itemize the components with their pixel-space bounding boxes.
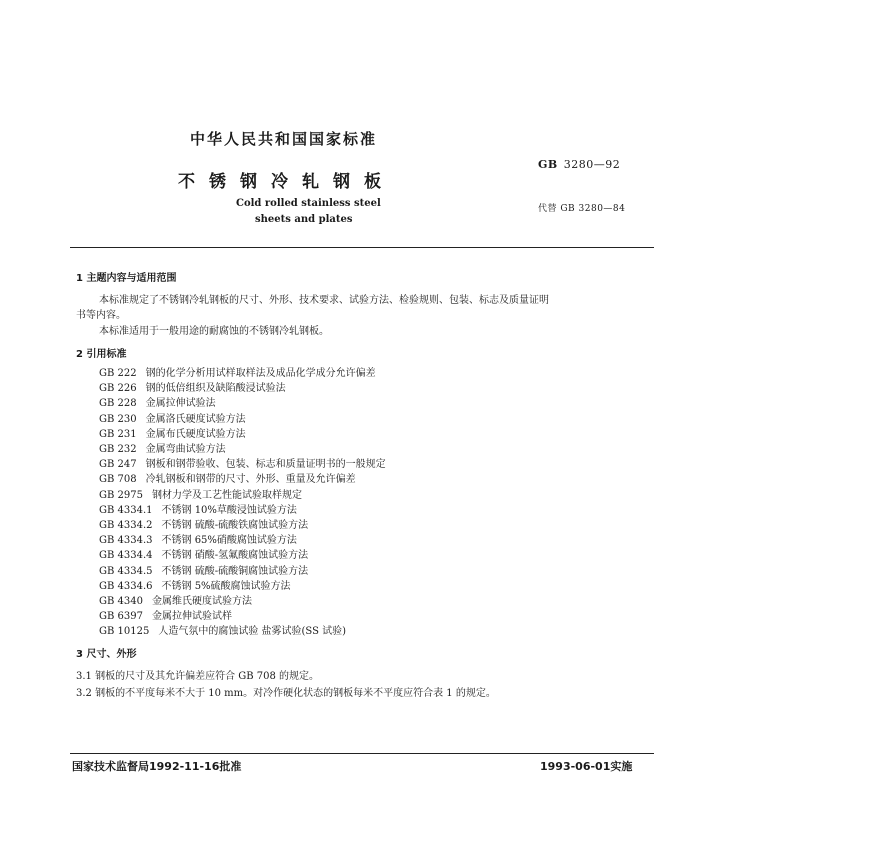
- reference-code: GB 230: [99, 413, 137, 425]
- reference-code: GB 4334.3: [99, 535, 153, 547]
- reference-title: 钢板和钢带验收、包装、标志和质量证明书的一般规定: [145, 459, 386, 471]
- reference-code: GB 708: [99, 474, 137, 486]
- reference-item: [99, 442, 386, 457]
- clause-3-1: 3.1 钢板的尺寸及其允许偏差应符合 GB 708 的规定。: [76, 671, 320, 682]
- reference-title: 不锈钢 5%硫酸腐蚀试验方法: [161, 580, 291, 592]
- reference-title: 金属洛氏硬度试验方法: [145, 413, 246, 425]
- section-1-para1-line2: 书等内容。: [76, 310, 126, 321]
- standard-code-number: 3280—92: [563, 158, 621, 171]
- reference-item: [99, 564, 386, 579]
- reference-code: GB 231: [99, 428, 137, 440]
- reference-item: [99, 381, 386, 396]
- reference-title: 钢的化学分析用试样取样法及成品化学成分允许偏差: [145, 368, 376, 379]
- reference-code: GB 4334.5: [99, 565, 153, 577]
- reference-code: GB 2975: [99, 489, 143, 501]
- reference-title: 不锈钢 硫酸-硫酸铜腐蚀试验方法: [161, 565, 309, 577]
- reference-code: GB 4334.1: [99, 504, 153, 516]
- section-3-heading: 3 尺寸、外形: [76, 649, 137, 660]
- reference-title: 钢材力学及工艺性能试验取样规定: [151, 489, 302, 501]
- reference-item: [99, 503, 386, 518]
- reference-code: GB 4340: [99, 596, 143, 608]
- reference-code: GB 228: [99, 398, 137, 410]
- reference-item: [99, 427, 386, 442]
- reference-item: [99, 548, 386, 563]
- reference-code: GB 232: [99, 444, 137, 456]
- reference-title: 钢的低倍组织及缺陷酸浸试验法: [145, 383, 286, 395]
- standard-code: [538, 158, 620, 171]
- reference-item: [99, 412, 386, 427]
- clause-3-2: 3.2 钢板的不平度每米不大于 10 mm。对冷作硬化状态的钢板每米不平度应符合表 1 的规定。: [76, 688, 496, 699]
- replaces-code: 代替 GB 3280—84: [538, 204, 626, 214]
- reference-code: GB 247: [99, 459, 137, 471]
- section-2-heading: 2 引用标准: [76, 349, 127, 360]
- reference-title: 人造气氛中的腐蚀试验 盐雾试验(SS 试验): [158, 626, 347, 638]
- reference-code: GB 226: [99, 383, 137, 395]
- reference-code: GB 4334.2: [99, 520, 153, 532]
- reference-title: 金属拉伸试验试样: [151, 611, 232, 623]
- reference-title: 不锈钢 10%草酸浸蚀试验方法: [161, 504, 297, 516]
- approval-line: 国家技术监督局1992-11-16批准: [72, 760, 242, 773]
- section-1-para1-line1: 本标准规定了不锈钢冷轧钢板的尺寸、外形、技术要求、试验方法、检验规则、包装、标志及质量证明: [99, 295, 549, 306]
- section-1-heading: 1 主题内容与适用范围: [76, 273, 177, 284]
- reference-item: [99, 396, 386, 411]
- reference-item: [99, 472, 386, 487]
- reference-item: [99, 624, 386, 639]
- reference-item: [99, 579, 386, 594]
- footer-divider: [70, 753, 654, 754]
- reference-code: GB 10125: [99, 626, 150, 638]
- reference-title: 金属拉伸试验法: [145, 398, 216, 410]
- reference-title: 冷轧钢板和钢带的尺寸、外形、重量及允许偏差: [145, 474, 356, 486]
- effective-date: 1993-06-01实施: [540, 760, 633, 773]
- reference-item: [99, 366, 386, 381]
- reference-title: 不锈钢 65%硝酸腐蚀试验方法: [161, 535, 297, 547]
- reference-code: GB 4334.6: [99, 580, 153, 592]
- english-title-line1: Cold rolled stainless steel: [236, 198, 381, 209]
- reference-list: [99, 366, 386, 640]
- reference-item: [99, 457, 386, 472]
- reference-item: [99, 609, 386, 624]
- reference-item: [99, 518, 386, 533]
- reference-item: [99, 488, 386, 503]
- reference-title: 不锈钢 硫酸-硫酸铁腐蚀试验方法: [161, 520, 309, 532]
- reference-code: GB 4334.4: [99, 550, 153, 562]
- reference-code: GB 6397: [99, 611, 143, 623]
- section-1-para2: 本标准适用于一般用途的耐腐蚀的不锈钢冷轧钢板。: [99, 326, 329, 337]
- reference-item: [99, 594, 386, 609]
- reference-title: 不锈钢 硝酸-氢氟酸腐蚀试验方法: [161, 550, 309, 562]
- reference-code: GB 222: [99, 368, 137, 379]
- reference-item: [99, 533, 386, 548]
- standard-org-heading: 中华人民共和国国家标准: [190, 130, 378, 148]
- reference-title: 金属维氏硬度试验方法: [151, 596, 252, 608]
- header-divider: [70, 247, 654, 248]
- document-title: 不锈钢冷轧钢板: [178, 172, 395, 192]
- reference-title: 金属布氏硬度试验方法: [145, 428, 246, 440]
- reference-title: 金属弯曲试验方法: [145, 444, 226, 456]
- standard-code-prefix: GB: [538, 158, 558, 171]
- english-title-line2: sheets and plates: [255, 214, 353, 225]
